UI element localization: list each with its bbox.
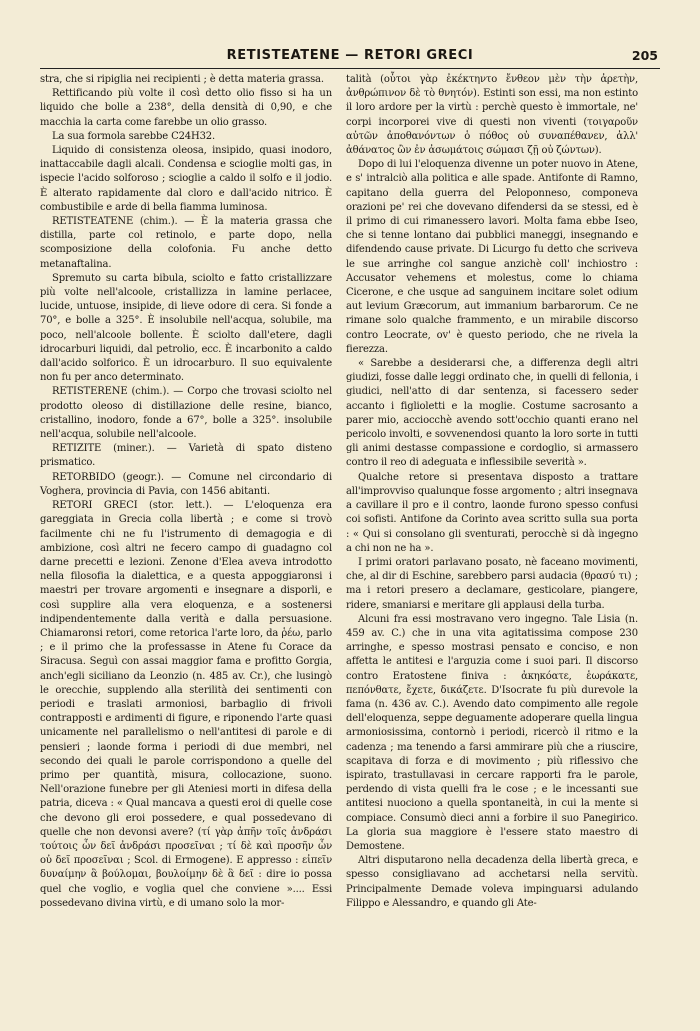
paragraph: I primi oratori parlavano posato, nè faceano movimenti, che, al dir di Eschine, sarebbero parsi audacia (θρασύ τι) ; ma i retori presero a declamare, gesticolare, piangere, ridere, smaniarsi e meritare gli applausi della turba. (346, 556, 638, 611)
paragraph: Liquido di consistenza oleosa, insipido, quasi inodoro, inattaccabile dagli alcali. Condensa e scioglie molti gas, in ispecie l'acido solforoso ; scioglie a caldo il solfo e il jodio. È alterato rapidamente dal cloro e dall'acido nitrico. È combustibile e arde di bella fiamma luminosa. (40, 145, 332, 213)
paragraph: Dopo di lui l'eloquenza divenne un poter nuovo in Atene, e s' intralciò alla politica e alle spade. Antifonte di Ramno, capitano della guerra del Peloponneso, componeva orazioni pe' rei che dovevano difendersi da se stessi, ed è il primo di cui rimanessero lavori. Molta fama ebbe Iseo, che si tenne lontano dai pubblici maneggi, insegnando e difendendo cause private. Di Licurgo fu detto che scriveva le sue arringhe col sangue anzichè coll' inchiostro : Accusator vehemens et molestus, come lo chiama Cicerone, e che usque ad sanguinem incitare solet odium aut levium Græcorum, aut immanium barbarorum. Ce ne rimane solo qualche frammento, e un mirabile discorso contro Leocrate, ov' è questo periodo, che ne rivela la fierezza. (346, 159, 638, 355)
left-column (40, 73, 332, 911)
paragraph: Rettificando più volte il così detto olio fisso si ha un liquido che bolle a 238°, della densità di 0,90, e che macchia la carta come farebbe un olio grasso. (40, 88, 332, 128)
paragraph: Spremuto su carta bibula, sciolto e fatto cristallizzare più volte nell'alcoole, cristallizza in lamine perlacee, lucide, untuose, insipide, di lieve odore di cera. Si fonde a 70°, e bolle a 325°. È insolubile nell'acqua, solubile, ma poco, nell'alcoole bollente. È sciolto dall'etere, dagli idrocarburi liquidi, dal petrolio, ecc. È incarbonito a caldo dall'acido solforico. È un idrocarburo. Il suo equivalente non fu per anco determinato. (40, 272, 332, 384)
entry-retorbido: RETORBIDO (geogr.). — Comune nel circondario di Voghera, provincia di Pavia, con 1456 abitanti. (40, 471, 332, 497)
right-column (346, 73, 638, 911)
entry-retizite: RETIZITE (miner.). — Varietà di spato disteno prismatico. (40, 443, 332, 469)
paragraph: Alcuni fra essi mostravano vero ingegno. Tale Lisia (n. 459 av. C.) che in una vita agitatissima compose 230 arringhe, e spesso mostrasi pensato e conciso, e non affetta le antitesi e l'arguzia come i suoi pari. Il discorso contro Eratostene finiva : ἀκηκόατε, ἑωράκατε, πεπόνθατε, ἔχετε, δικάζετε. D'Isocrate fu più durevole la fama (n. 436 av. C.). Avendo dato compimento alle regole dell'eloquenza, seppe deguamente adoperare quella lingua armoniosissima, contornò i periodi, ricercò il ritmo e la cadenza ; ma tenendo a farsi ammirare più che a riuscire, scapitava di forza e di movimento ; più riflessivo che ispirato, trastullavasi in cercare rapporti fra le parole, perdendo di vista quelli fra le cose ; e le incessanti sue antitesi nuociono a quella spontaneità, in cui la mente si compiace. Consumò dieci anni a forbire il suo Panegirico. La gloria sua maggiore è l'essere stato maestro di Demostene. (346, 613, 638, 852)
entry-retisterene: RETISTERENE (chim.). — Corpo che trovasi sciolto nel prodotto oleoso di distillazione delle resine, bianco, cristallino, inodoro, fonde a 67°, bolle a 325°. insolubile nell'acqua, solubile nell'alcoole. (40, 386, 332, 441)
page-number: 205 (631, 48, 658, 63)
entry-retisteatene: RETISTEATENE (chim.). — È la materia grassa che distilla, parte col retinolo, e parte dopo, nella scomposizione della colofonia. Fu anche detto metanaftalina. (40, 216, 332, 270)
paragraph: La sua formola sarebbe C24H32. (52, 130, 216, 142)
paragraph: Altri disputarono nella decadenza della libertà greca, e spesso consigliavano ad acchetarsi nella servitù. Principalmente Demade voleva impinguarsi adulando Filippo e Alessandro, e quando gli Ate- (346, 855, 638, 909)
paragraph: Qualche retore si presentava disposto a trattare all'improvviso qualunque fosse argomento ; altri insegnava a cavillare il pro e il contro, laonde furono spesso confusi coi sofisti. Antifone da Corinto avea scritto sulla sua porta : « Qui si consolano gli sventurati, perocchè si dà ingegno a chi non ne ha ». (346, 471, 638, 554)
header-title: RETISTEATENE — RETORI GRECI (226, 48, 474, 63)
paragraph: stra, che si ripiglia nei recipienti ; è detta materia grassa. (40, 74, 324, 85)
paragraph: talità (οὗτοι γὰρ ἐκέκτηντο ἔνθεον μὲν τὴν ἀρετὴν, ἀνθρώπινον δὲ τὸ θνητόν). Estinti son essi, ma non estinto il loro ardore per la virtù : perchè questo è immortale, ne' corpi incorporei vive di questi non viventi (τοιγαροῦν αὐτῶν ἀποθανόντων ὁ πόθος οὐ συναπέθανεν, ἀλλ' ἀθάνατος ὢν ἐν ἀσωμάτοις σώμασι ζῇ οὐ ζώντων). (346, 74, 638, 157)
entry-retori-greci: RETORI GRECI (stor. lett.). — L'eloquenza era gareggiata in Grecia colla libertà ; e come si trovò facilmente chi ne fu l'istrumento di demagogia e di ambizione, così altri ne fecero campo di guadagno col darne precetti e lezioni. Zenone d'Elea aveva introdotto nella filosofia la dialettica, e a questa appoggiaronsi i maestri per trovare argomenti e insegnare a disporli, e così supplire alla vera eloquenza, e a sostenersi indipendentemente dalla verità e dalla persuasione. Chiamaronsi retori, come retorica l'arte loro, da ῥέω, parlo ; e il primo che la professasse in Atene fu Corace da Siracusa. Seguì con assai maggior fama e profitto Gorgia, anch'egli siciliano da Leonzio (n. 485 av. Cr.), che lusingò le orecchie, supplendo alla sterilità dei sentimenti con periodi e traslati armoniosi, barbaglio di frivoli contrapposti e ardimenti di figure, e riponendo l'arte quasi unicamente nel parallelismo o nell'antitesi di parole e di pensieri ; laonde forma i periodi di due membri, nel secondo dei quali le parole corrispondono a quelle del primo per quantità, misura, collocazione, suono. Nell'orazione funebre per gli Ateniesi morti in difesa della patria, diceva : « Qual mancava a questi eroi di quelle cose che devono gli eroi possedere, e qual possedevano di quelle che non devonsi avere? (τί γὰρ ἀπῆν τοῖς ἀνδράσι τούτοις ὧν δεῖ ἀνδράσι προσεῖναι ; τί δὲ καὶ προσῆν ὧν οὐ δεῖ προσεῖναι ; Scol. di Ermogene). E appresso : εἰπεῖν δυναίμην ἃ βούλομαι, βουλοίμην δὲ ἃ δεῖ : dire io possa quel che voglio, e voglia quel che conviene ».... Essi possedevano divina virtù, e di umano solo la mor- (40, 500, 332, 909)
paragraph: « Sarebbe a desiderarsi che, a differenza degli altri giudizi, fosse dalle leggi ordinato che, in quelli di fellonia, i giudici, nell'atto di dar sentenza, si facessero seder accanto i figlioletti e la moglie. Costume sacrosanto a parer mio, acciocchè avendo sott'occhio quanti erano nel pericolo involti, e sovvenendosi quanto la loro sorte in tutti gli animi destasse compassione e cordoglio, si armassero contro il reo di adeguata e inflessibile severità ». (346, 358, 638, 469)
running-header (40, 46, 660, 69)
